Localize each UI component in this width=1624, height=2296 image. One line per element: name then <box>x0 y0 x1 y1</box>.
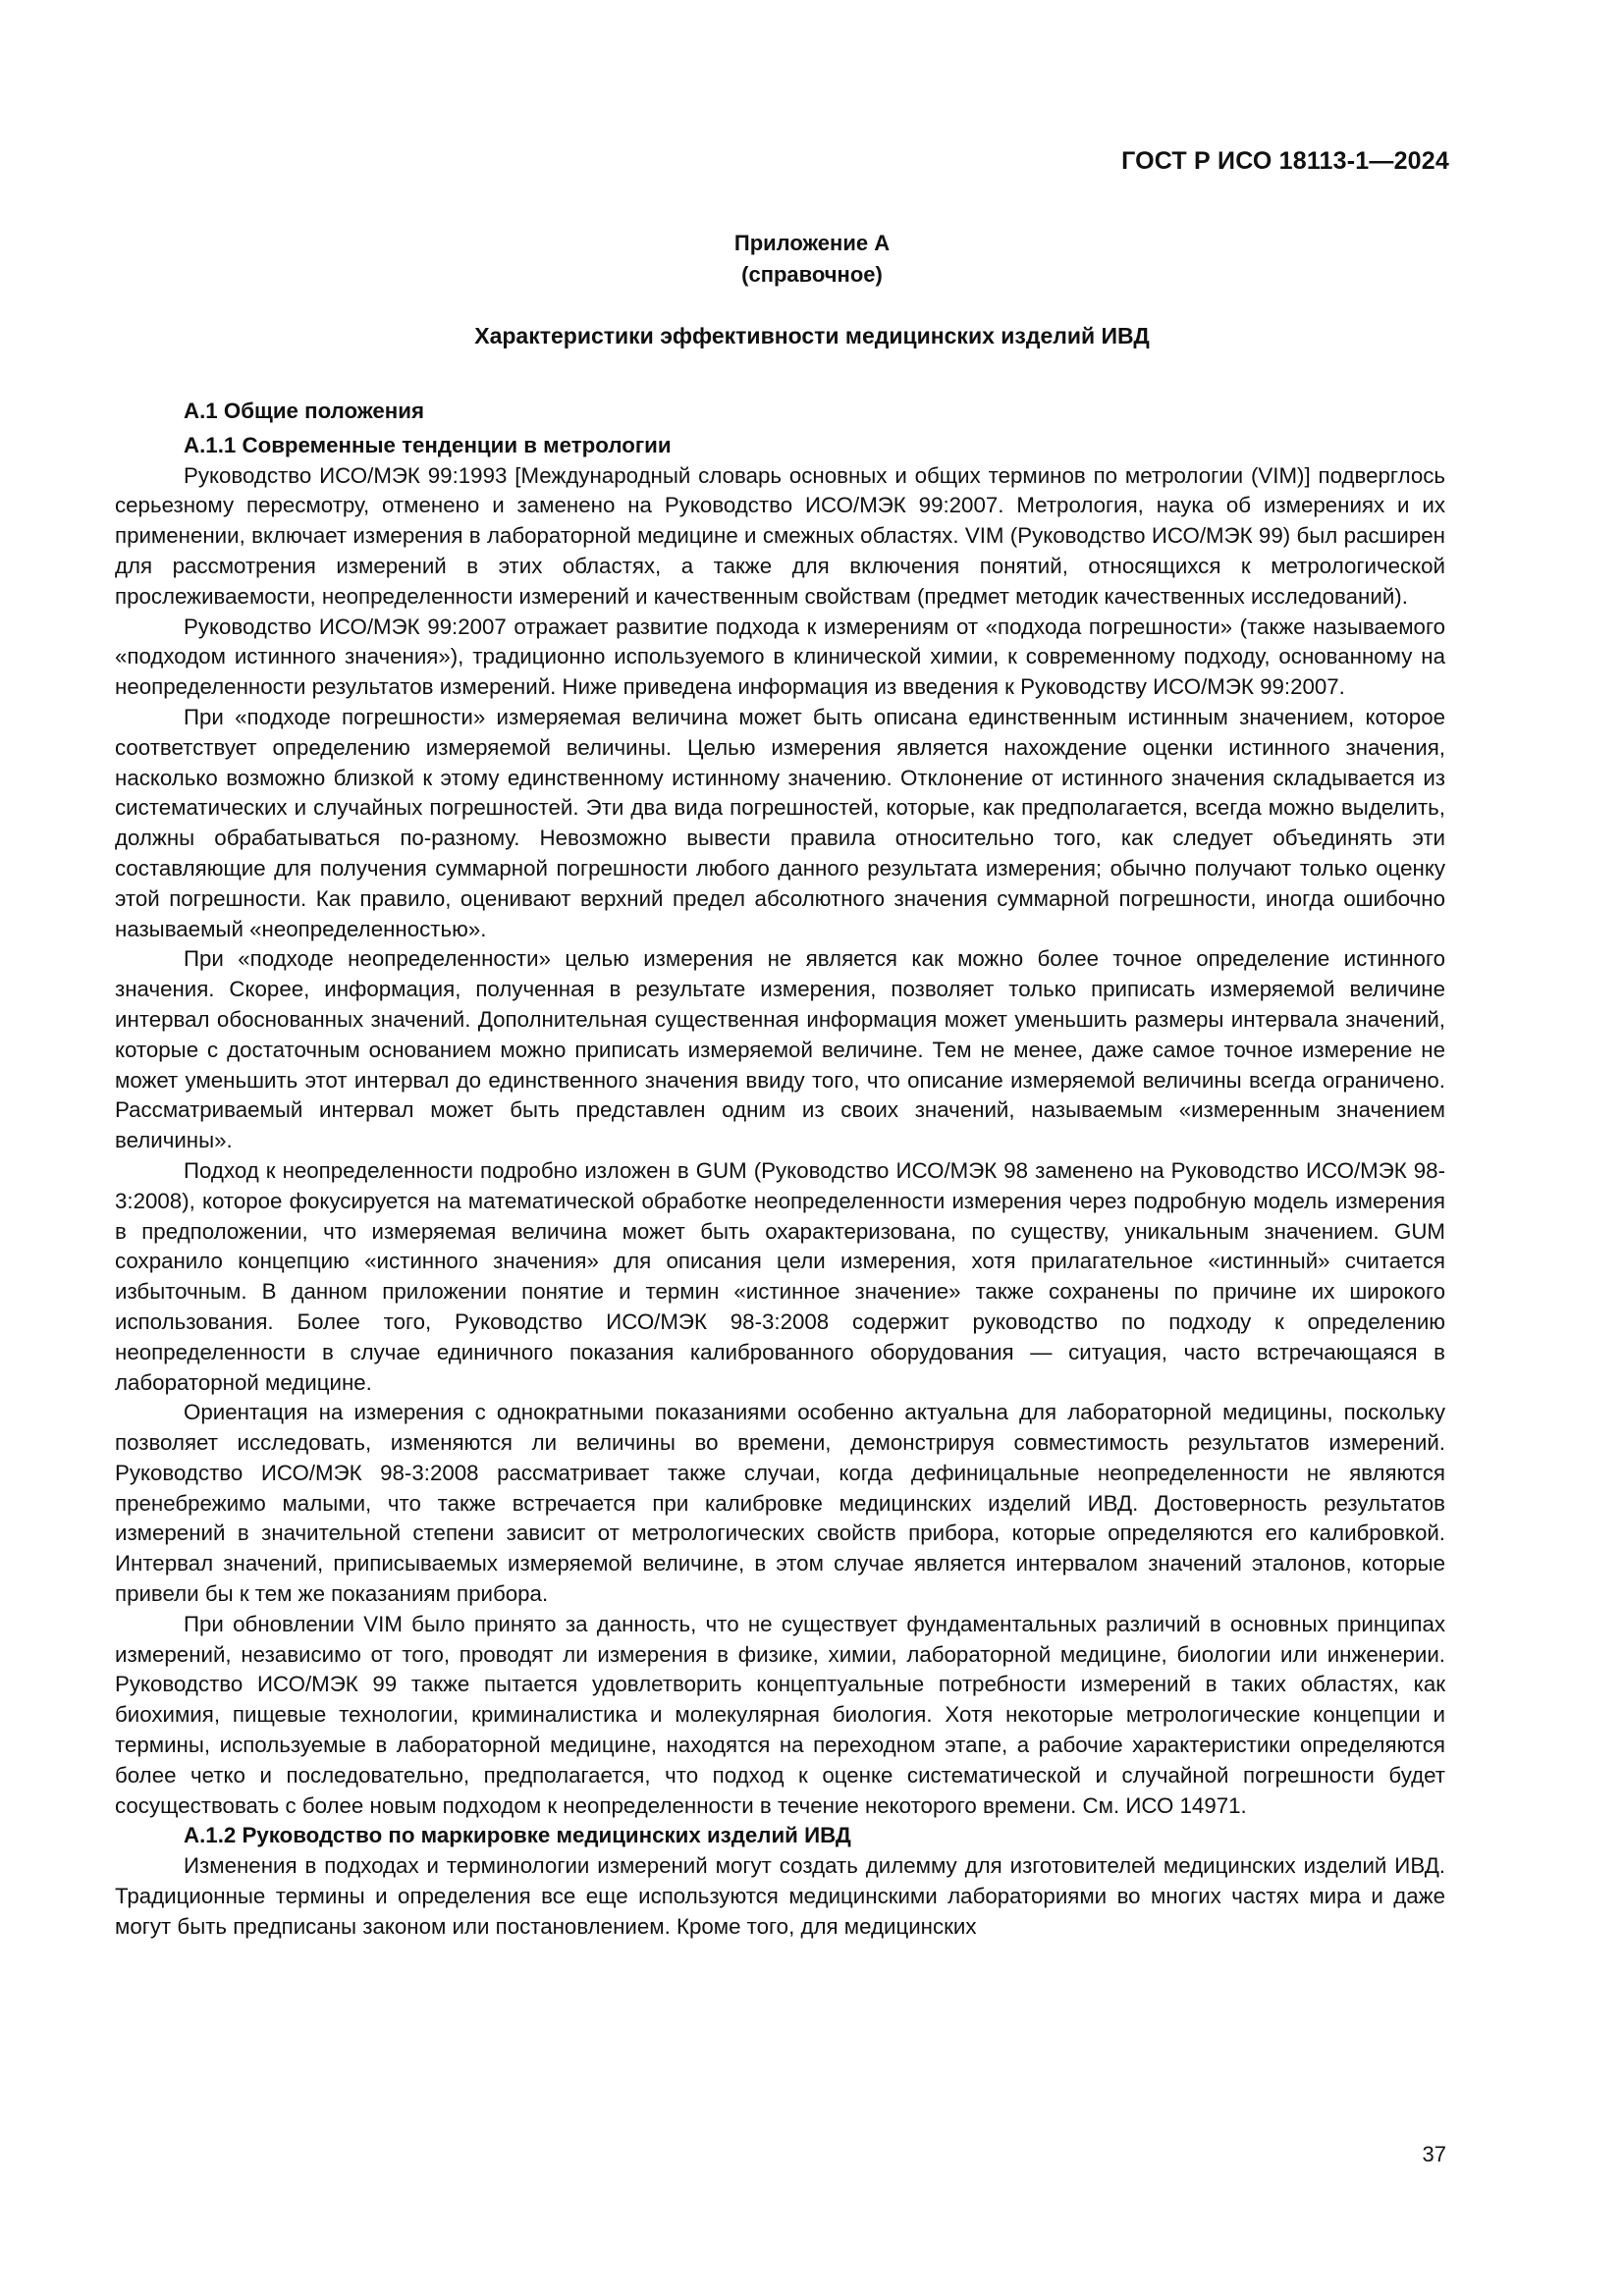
paragraph: Ориентация на измерения с однократными показаниями особенно актуальна для лабораторной медицины, поскольку позволяет исследовать, изменяются ли величины во времени, демонстрируя совместимость результатов измерений. Руководство ИСО/МЭК 98-3:2008 рассматривает также случаи, когда дефиницальные неопределенности не являются пренебрежимо малыми, что также встречается при калибровке медицинских изделий ИВД. Достоверность результатов измерений в значительной степени зависит от метрологических свойств прибора, которые определяются его калибровкой. Интервал значений, приписываемых измеряемой величине, в этом случае является интервалом значений эталонов, которые привели бы к тем же показаниям прибора. <box>115 1400 1445 1607</box>
paragraph: Подход к неопределенности подробно изложен в GUM (Руководство ИСО/МЭК 98 заменено на Руководство ИСО/МЭК 98-3:2008), которое фокусируется на математической обработке неопределенности измерения через подробную модель измерения в предположении, что измеряемая величина может быть охарактеризована, по существу, уникальным значением. GUM сохранило концепцию «истинного значения» для описания цели измерения, хотя прилагательное «истинный» считается избыточным. В данном приложении понятие и термин «истинное значение» также сохранены по причине их широкого использования. Более того, Руководство ИСО/МЭК 98-3:2008 содержит руководство по подходу к определению неопределенности в случае единичного показания калиброванного оборудования — ситуация, часто встречающаяся в лабораторной медицине. <box>115 1157 1445 1395</box>
paragraph: При «подходе неопределенности» целью измерения не является как можно более точное определение истинного значения. Скорее, информация, полученная в результате измерения, позволяет только приписать измеряемой величине интервал обоснованных значений. Дополнительная существенная информация может уменьшить размеры интервала значений, которые с достаточным основанием можно приписать измеряемой величине. Тем не менее, даже самое точное измерение не может уменьшить этот интервал до единственного значения ввиду того, что описание измеряемой величины всегда ограничено. Рассматриваемый интервал может быть представлен одним из своих значений, называемым «измеренным значением величины». <box>115 946 1445 1153</box>
paragraph: При обновлении VIM было принято за данность, что не существует фундаментальных различий в основных принципах измерений, независимо от того, проводят ли измерения в физике, химии, лабораторной медицине, биологии или инженерии. Руководство ИСО/МЭК 99 также пытается удовлетворить концептуальные потребности измерений в таких областях, как биохимия, пищевые технологии, криминалистика и молекулярная биология. Хотя некоторые метрологические концепции и термины, используемые в лабораторной медицине, находятся на переходном этапе, а рабочие характеристики определяются более четко и последовательно, предполагается, что подход к оценке систематической и случайной погрешности будет сосуществовать с более новым подходом к неопределенности в течение некоторого времени. См. ИСО 14971. <box>115 1611 1445 1818</box>
section-heading-a11: А.1.1 Современные тенденции в метрологии <box>184 432 672 457</box>
document-body <box>115 397 1445 1943</box>
document-code: ГОСТ Р ИСО 18113-1—2024 <box>1121 147 1449 175</box>
paragraph: Руководство ИСО/МЭК 99:1993 [Международный словарь основных и общих терминов по метрологии (VIM)] подверглось серьезному пересмотру, отменено и заменено на Руководство ИСО/МЭК 99:2007. Метрология, наука об измерениях и их применении, включает измерения в лабораторной медицине и смежных областях. VIM (Руководство ИСО/МЭК 99) был расширен для рассмотрения измерений в этих областях, а также для включения понятий, относящихся к метрологической прослеживаемости, неопределенности измерений и качественным свойствам (предмет методик качественных исследований). <box>115 462 1445 609</box>
annex-label: Приложение А <box>733 231 891 255</box>
annex-status: (справочное) <box>741 262 883 287</box>
paragraph: Руководство ИСО/МЭК 99:2007 отражает развитие подхода к измерениям от «подхода погрешности» (также называемого «подходом истинного значения»), традиционно используемого в клинической химии, к современному подходу, основанному на неопределенности результатов измерений. Ниже приведена информация из введения к Руководству ИСО/МЭК 99:2007. <box>115 614 1445 700</box>
annex-title: Характеристики эффективности медицинских изделий ИВД <box>474 323 1150 348</box>
section-heading-a12: А.1.2 Руководство по маркировке медицинских изделий ИВД <box>184 1823 851 1848</box>
page-number: 37 <box>1422 2142 1446 2166</box>
paragraph: При «подходе погрешности» измеряемая величина может быть описана единственным истинным значением, которое соответствует определению измеряемой величины. Целью измерения является нахождение оценки истинного значения, насколько возможно близкой к этому единственному истинному значению. Отклонение от истинного значения складывается из систематических и случайных погрешностей. Эти два вида погрешностей, которые, как предполагается, всегда можно выделить, должны обрабатываться по-разному. Невозможно вывести правила относительно того, как следует объединять эти составляющие для получения суммарной погрешности любого данного результата измерения; обычно получают только оценку этой погрешности. Как правило, оценивают верхний предел абсолютного значения суммарной погрешности, иногда ошибочно называемый «неопределенностью». <box>115 704 1445 941</box>
annex-header <box>0 228 1624 291</box>
section-heading-a1: А.1 Общие положения <box>184 399 424 423</box>
paragraph: Изменения в подходах и терминологии измерений могут создать дилемму для изготовителей медицинских изделий ИВД. Традиционные термины и определения все еще используются медицинскими лабораториями во многих частях мира и даже могут быть предписаны законом или постановлением. Кроме того, для медицинских <box>115 1853 1445 1939</box>
